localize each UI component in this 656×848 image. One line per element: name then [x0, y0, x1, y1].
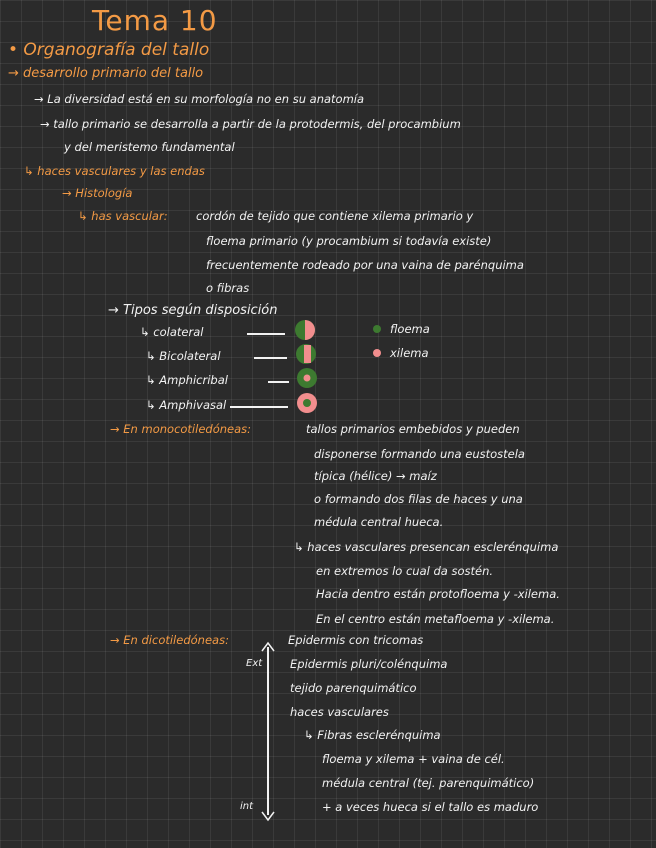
type-amphicribal-label: ↳ Amphicribal — [146, 373, 228, 387]
note-line: → La diversidad está en su morfología no en su anatomía — [34, 92, 365, 106]
amphicribal-bundle-icon — [296, 367, 318, 389]
note-line: floema y xilema + vaina de cél. — [322, 752, 505, 766]
note-line: floema primario (y procambium si todavía existe) — [206, 234, 492, 248]
note-line: Hacia dentro están protofloema y -xilema. — [316, 587, 560, 601]
dicot-label: → En dicotiledóneas: — [110, 633, 229, 647]
note-line: ↳ Fibras esclerénquima — [304, 728, 441, 742]
note-line: y del meristemo fundamental — [64, 140, 235, 154]
note-line: o fibras — [206, 281, 250, 295]
ext-int-axis — [267, 647, 269, 815]
note-line: tallos primarios embebidos y pueden — [306, 422, 520, 436]
note-line: En el centro están metafloema y -xilema. — [316, 612, 555, 626]
legend-xilema-label: xilema — [390, 346, 429, 360]
connector-line — [268, 381, 289, 383]
amphivasal-bundle-icon — [296, 392, 318, 414]
note-line: Epidermis pluri/colénquima — [290, 657, 448, 671]
note-line: cordón de tejido que contiene xilema primario y — [196, 209, 474, 223]
arrow-down-icon — [262, 812, 274, 820]
connector-line — [254, 357, 287, 359]
type-colateral-label: ↳ colateral — [140, 325, 204, 339]
note-line: Epidermis con tricomas — [288, 633, 424, 647]
bicolateral-bundle-icon — [295, 343, 317, 365]
types-heading: → Tipos según disposición — [108, 303, 278, 318]
connector-line — [230, 406, 288, 408]
note-line: ↳ haces vasculares y las endas — [24, 164, 205, 178]
note-line: tejido parenquimático — [290, 681, 417, 695]
int-label: int — [240, 801, 254, 812]
note-line: o formando dos filas de haces y una — [314, 492, 523, 506]
label-has-vascular: ↳ has vascular: — [78, 209, 168, 223]
heading-desarrollo-primario: → desarrollo primario del tallo — [8, 66, 204, 81]
ext-label: Ext — [246, 658, 263, 669]
type-bicolateral-label: ↳ Bicolateral — [146, 349, 221, 363]
note-line: en extremos lo cual da sostén. — [316, 564, 494, 578]
arrow-up-icon — [262, 643, 274, 651]
page-title: Tema 10 — [92, 4, 218, 37]
note-line: ↳ haces vasculares presencan esclerénquima — [294, 540, 559, 554]
colateral-bundle-icon — [294, 319, 316, 341]
note-line: típica (hélice) → maíz — [314, 469, 437, 483]
monocot-label: → En monocotiledóneas: — [110, 422, 252, 436]
note-line: frecuentemente rodeado por una vaina de parénquima — [206, 258, 524, 272]
floema-legend-dot — [373, 325, 381, 333]
note-line: → tallo primario se desarrolla a partir de la protodermis, del procambium — [40, 117, 461, 131]
note-line: médula central (tej. parenquimático) — [322, 776, 535, 790]
note-line: haces vasculares — [290, 705, 389, 719]
connector-line — [247, 333, 285, 335]
subheading-histologia: → Histología — [62, 186, 133, 200]
xilema-legend-dot — [373, 349, 381, 357]
note-line: + a veces hueca si el tallo es maduro — [322, 800, 539, 814]
note-line: médula central hueca. — [314, 515, 444, 529]
note-line: disponerse formando una eustostela — [314, 447, 525, 461]
heading-organografia: • Organografía del tallo — [8, 40, 210, 60]
legend-floema-label: floema — [390, 322, 430, 336]
type-amphivasal-label: ↳ Amphivasal — [146, 398, 227, 412]
